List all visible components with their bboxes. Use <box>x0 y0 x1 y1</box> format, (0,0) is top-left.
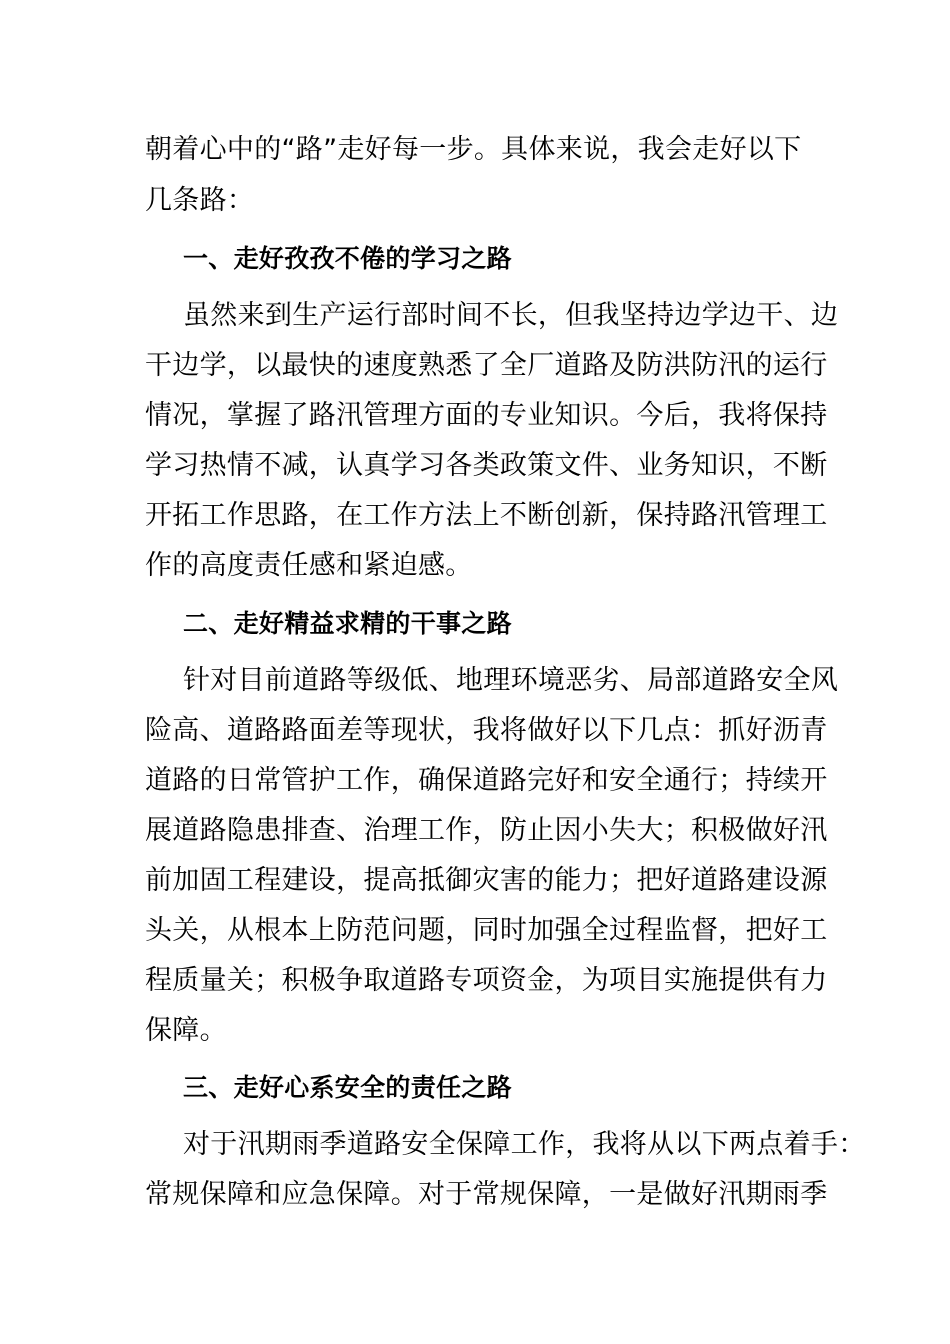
section-1-line-4: 学习热情不减，认真学习各类政策文件、业务知识，不断 <box>145 450 828 481</box>
section-2-line-7: 程质量关；积极争取道路专项资金，为项目实施提供有力 <box>145 965 828 996</box>
section-3-line-1: 对于汛期雨季道路安全保障工作，我将从以下两点着手： <box>183 1129 866 1160</box>
section-3-line-2: 常规保障和应急保障。对于常规保障，一是做好汛期雨季 <box>145 1179 828 1210</box>
section-2-line-6: 头关，从根本上防范问题，同时加强全过程监督，把好工 <box>145 915 828 946</box>
section-2-line-1: 针对目前道路等级低、地理环境恶劣、局部道路安全风 <box>183 665 839 696</box>
section-2-line-5: 前加固工程建设，提高抵御灾害的能力；把好道路建设源 <box>145 865 828 896</box>
section-2-line-8: 保障。 <box>145 1015 227 1046</box>
section-2-line-3: 道路的日常管护工作，确保道路完好和安全通行；持续开 <box>145 765 828 796</box>
section-1-line-2: 干边学，以最快的速度熟悉了全厂道路及防洪防汛的运行 <box>145 350 828 381</box>
section-1-line-6: 作的高度责任感和紧迫感。 <box>145 550 473 581</box>
intro-line-2: 几条路： <box>145 185 255 216</box>
section-1-heading: 一、走好孜孜不倦的学习之路 <box>183 244 512 273</box>
section-3-heading: 三、走好心系安全的责任之路 <box>183 1073 512 1102</box>
section-1-line-1: 虽然来到生产运行部时间不长，但我坚持边学边干、边 <box>183 300 839 331</box>
section-2-line-4: 展道路隐患排查、治理工作，防止因小失大；积极做好汛 <box>145 815 828 846</box>
intro-line-1: 朝着心中的“路”走好每一步。具体来说，我会走好以下 <box>145 134 802 165</box>
section-1-line-3: 情况，掌握了路汛管理方面的专业知识。今后，我将保持 <box>145 400 828 431</box>
section-2-heading: 二、走好精益求精的干事之路 <box>183 609 512 638</box>
section-2-line-2: 险高、道路路面差等现状，我将做好以下几点：抓好沥青 <box>145 715 828 746</box>
section-1-line-5: 开拓工作思路，在工作方法上不断创新，保持路汛管理工 <box>145 500 828 531</box>
